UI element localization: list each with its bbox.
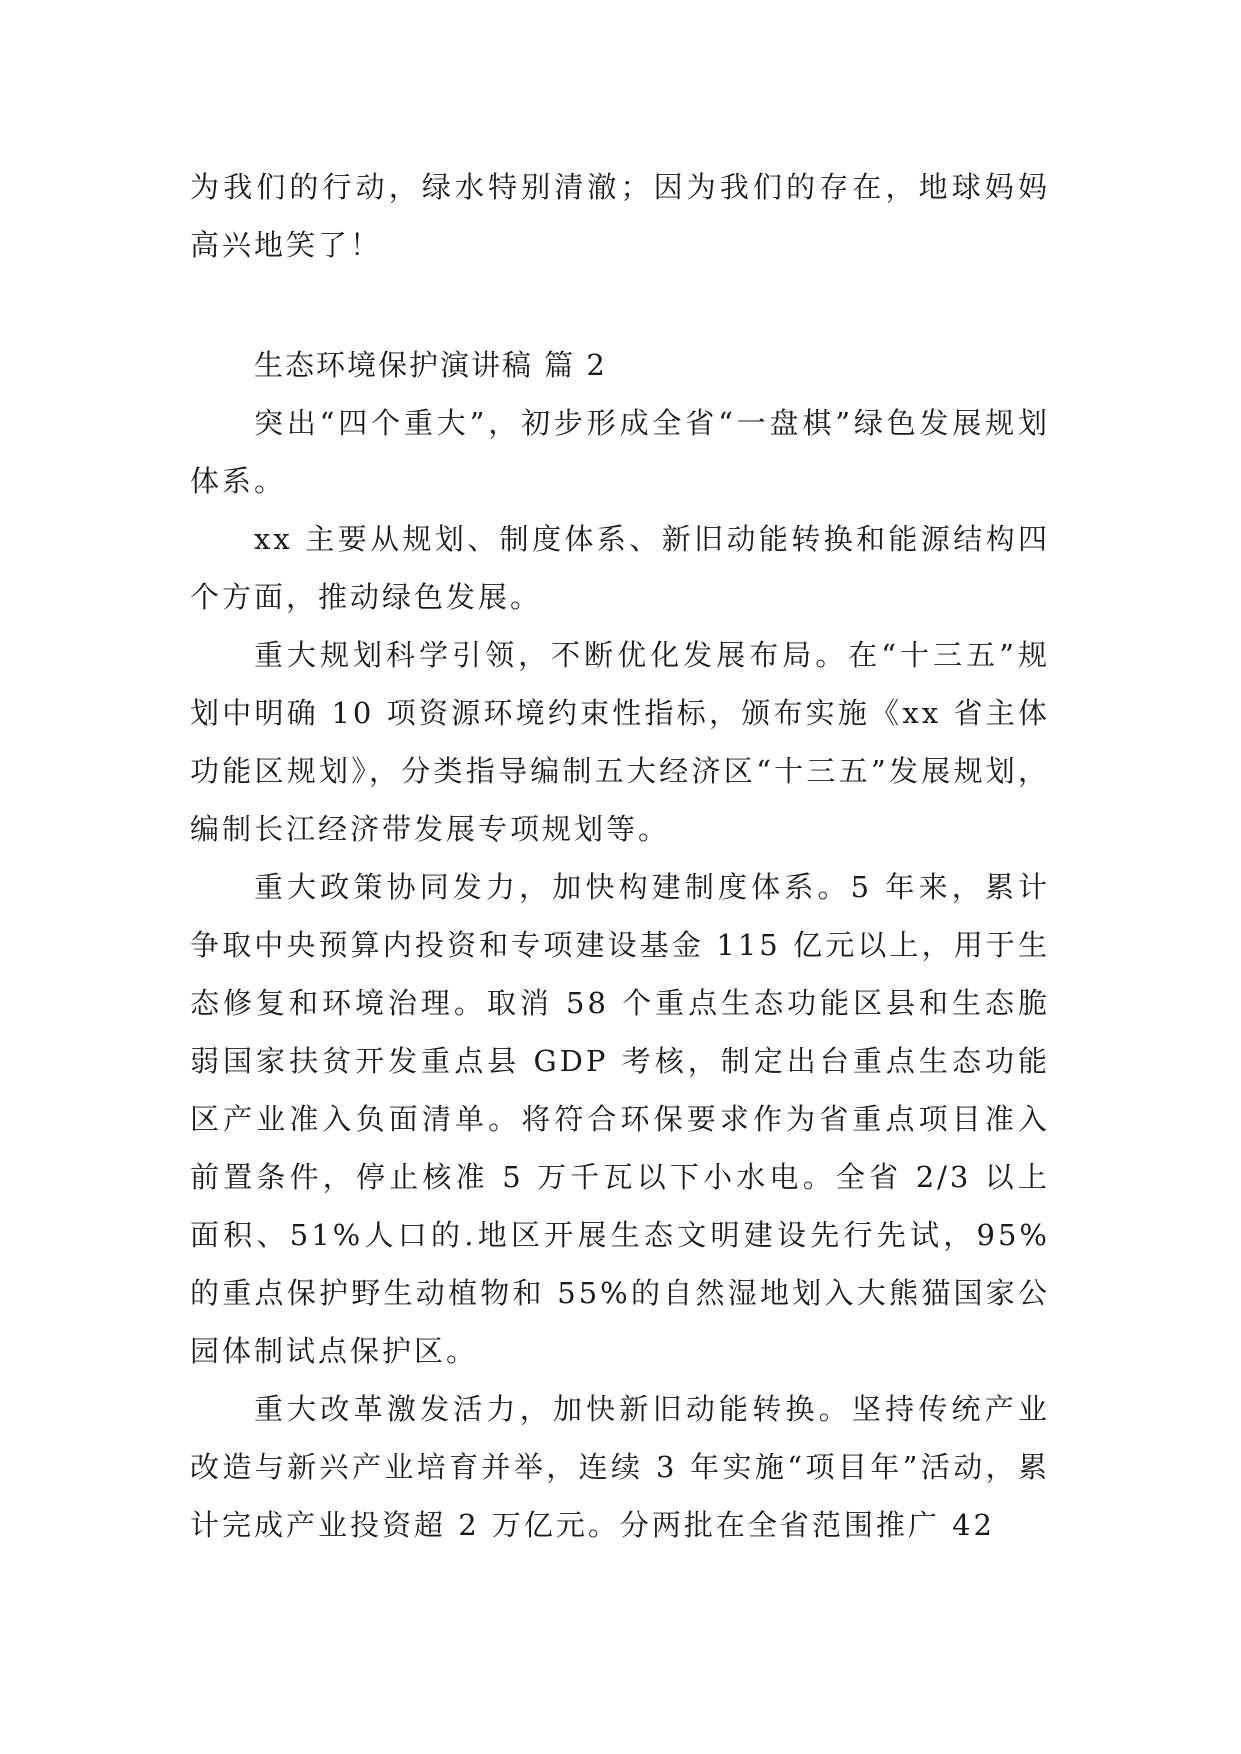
continuation-text-block bbox=[190, 158, 1050, 274]
paragraph-4: 重大政策协同发力，加快构建制度体系。5 年来，累计争取中央预算内投资和专项建设基金 115 亿元以上，用于生态修复和环境治理。取消 58 个重点生态功能区县和生态脆弱国家扶贫开发重点县 GDP 考核，制定出台重点生态功能区产业准入负面清单。将符合环保要求作为省重点项目准入前置条件，停止核准 5 万千瓦以下小水电。全省 2/3 以上面积、51%人口的.地区开展生态文明建设先行先试，95%的重点保护野生动植物和 55%的自然湿地划入大熊猫国家公园体制试点保护区。 bbox=[190, 870, 1050, 1368]
section-2 bbox=[190, 336, 1050, 1554]
section-heading: 生态环境保护演讲稿 篇 2 bbox=[254, 348, 607, 382]
continuation-paragraph: 为我们的行动，绿水特别清澈；因为我们的存在，地球妈妈高兴地笑了！ bbox=[190, 170, 1050, 262]
paragraph-1: 突出“四个重大”，初步形成全省“一盘棋”绿色发展规划体系。 bbox=[190, 406, 1050, 498]
paragraph-5: 重大改革激发活力，加快新旧动能转换。坚持传统产业改造与新兴产业培育并举，连续 3 年实施“项目年”活动，累计完成产业投资超 2 万亿元。分两批在全省范围推广 42 bbox=[190, 1392, 1050, 1542]
paragraph-2: xx 主要从规划、制度体系、新旧动能转换和能源结构四个方面，推动绿色发展。 bbox=[190, 522, 1050, 614]
paragraph-3: 重大规划科学引领，不断优化发展布局。在“十三五”规划中明确 10 项资源环境约束性指标，颁布实施《xx 省主体功能区规划》，分类指导编制五大经济区“十三五”发展规划，编制长江经济带发展专项规划等。 bbox=[190, 638, 1050, 846]
